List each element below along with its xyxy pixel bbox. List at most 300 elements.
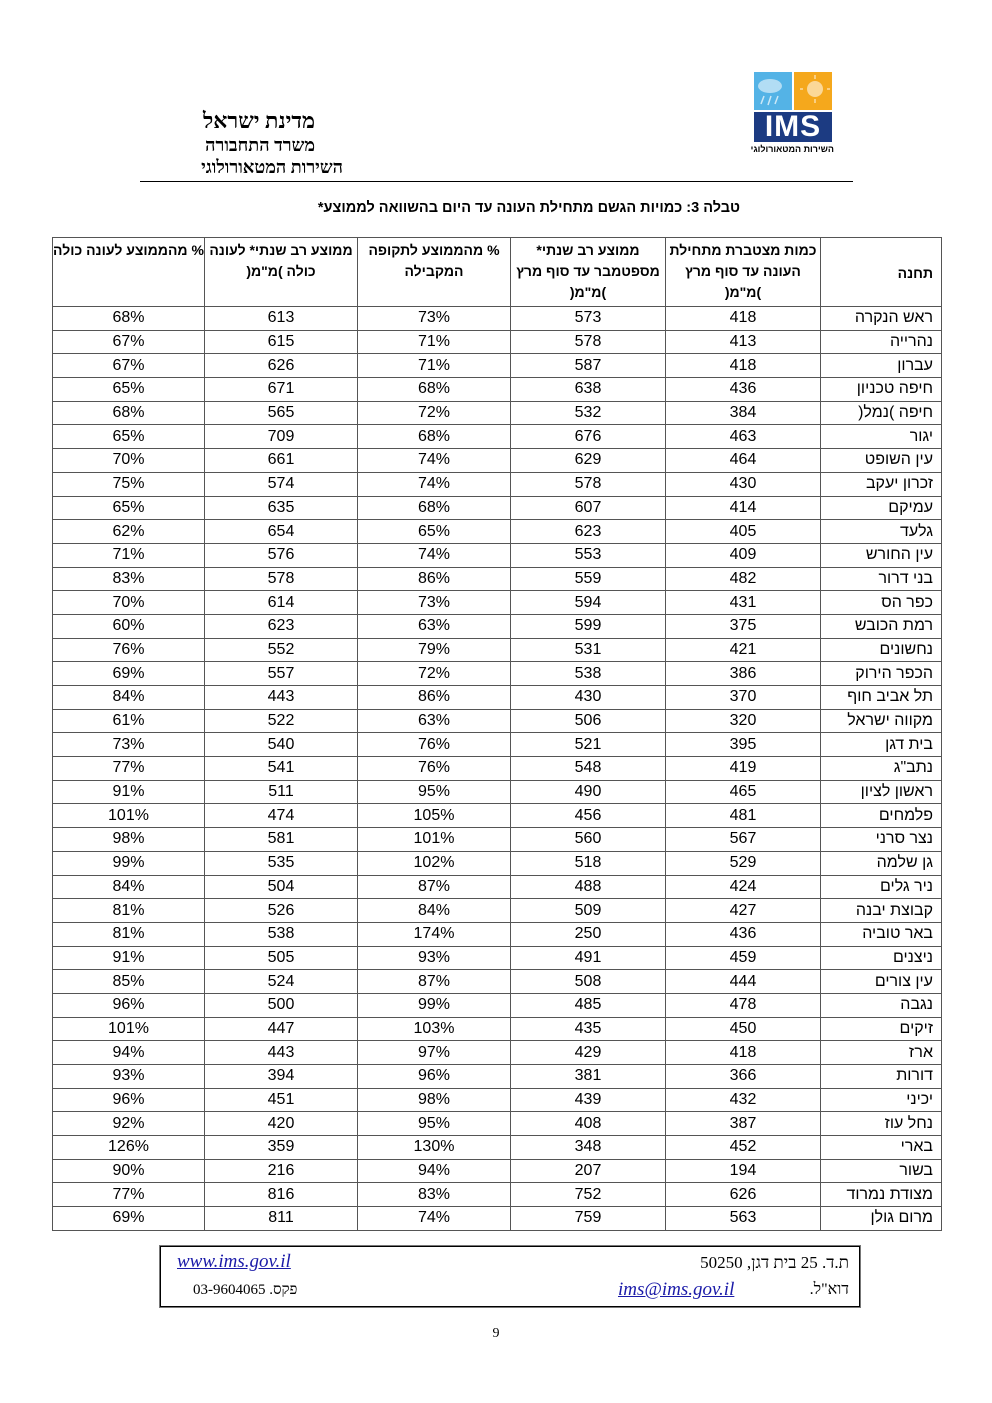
cell-percent-season: 84%	[53, 686, 205, 710]
cell-average-to-date: 490	[511, 780, 666, 804]
postal-address: ת.ד. 25 בית דגן, 50250	[700, 1253, 849, 1272]
cell-station: בני דרור	[821, 567, 942, 591]
ministry-title: משרד התחבורה	[205, 135, 315, 155]
header-average-season: ממוצע רב שנתי* לעונה כולה )מ"מ(	[205, 238, 358, 307]
cell-accumulated: 529	[666, 851, 821, 875]
cell-percent-season: 68%	[53, 307, 205, 331]
cell-average-season: 535	[205, 851, 358, 875]
cell-percent-to-date: 97%	[358, 1041, 511, 1065]
cell-average-to-date: 456	[511, 804, 666, 828]
rain-cloud-icon	[754, 72, 792, 110]
cell-average-to-date: 348	[511, 1136, 666, 1160]
cell-percent-season: 77%	[53, 1183, 205, 1207]
cell-percent-season: 126%	[53, 1136, 205, 1160]
cell-station: מרום גולן	[821, 1207, 942, 1231]
cell-average-season: 816	[205, 1183, 358, 1207]
table-body	[53, 307, 942, 1231]
table-row	[53, 1207, 942, 1231]
table-header-row	[53, 238, 942, 307]
table-row	[53, 686, 942, 710]
cell-accumulated: 465	[666, 780, 821, 804]
cell-percent-to-date: 96%	[358, 1065, 511, 1089]
cell-accumulated: 386	[666, 662, 821, 686]
cell-accumulated: 463	[666, 425, 821, 449]
cell-average-to-date: 518	[511, 851, 666, 875]
cell-station: דורות	[821, 1065, 942, 1089]
fax-number: פקס. 03-9604065	[193, 1282, 298, 1298]
cell-station: נחל עוז	[821, 1112, 942, 1136]
cell-average-season: 578	[205, 567, 358, 591]
cell-station: ראש הנקרה	[821, 307, 942, 331]
cell-accumulated: 418	[666, 1041, 821, 1065]
cell-percent-to-date: 99%	[358, 993, 511, 1017]
cell-station: נחשונים	[821, 638, 942, 662]
table-row	[53, 804, 942, 828]
logo-subtitle: השירות המטאורולוגי	[750, 144, 834, 154]
cell-percent-to-date: 65%	[358, 520, 511, 544]
service-title: השירות המטאורולוגי	[201, 157, 343, 177]
cell-percent-season: 71%	[53, 543, 205, 567]
cell-percent-to-date: 68%	[358, 378, 511, 402]
table-row	[53, 662, 942, 686]
cell-percent-to-date: 68%	[358, 425, 511, 449]
cell-percent-to-date: 74%	[358, 472, 511, 496]
cell-percent-season: 75%	[53, 472, 205, 496]
cell-accumulated: 432	[666, 1088, 821, 1112]
cell-percent-season: 65%	[53, 378, 205, 402]
table-row	[53, 970, 942, 994]
cell-accumulated: 431	[666, 591, 821, 615]
cell-station: ניצנים	[821, 946, 942, 970]
table-row	[53, 851, 942, 875]
cell-accumulated: 430	[666, 472, 821, 496]
ims-logo	[750, 72, 834, 158]
cell-percent-to-date: 95%	[358, 1112, 511, 1136]
cell-percent-season: 90%	[53, 1159, 205, 1183]
cell-percent-to-date: 130%	[358, 1136, 511, 1160]
cell-station: עמיקם	[821, 496, 942, 520]
cell-average-season: 552	[205, 638, 358, 662]
cell-percent-to-date: 102%	[358, 851, 511, 875]
cell-accumulated: 444	[666, 970, 821, 994]
cell-average-to-date: 538	[511, 662, 666, 686]
cell-average-to-date: 623	[511, 520, 666, 544]
cell-average-season: 359	[205, 1136, 358, 1160]
cell-accumulated: 421	[666, 638, 821, 662]
cell-accumulated: 395	[666, 733, 821, 757]
cell-station: רמת הכובש	[821, 614, 942, 638]
cell-percent-season: 70%	[53, 449, 205, 473]
cell-percent-to-date: 95%	[358, 780, 511, 804]
table-row	[53, 543, 942, 567]
cell-percent-season: 69%	[53, 662, 205, 686]
cell-average-to-date: 485	[511, 993, 666, 1017]
cell-station: קבוצת יבנה	[821, 899, 942, 923]
cell-average-to-date: 207	[511, 1159, 666, 1183]
cell-station: עברון	[821, 354, 942, 378]
cell-average-to-date: 521	[511, 733, 666, 757]
cell-accumulated: 450	[666, 1017, 821, 1041]
cell-station: יגור	[821, 425, 942, 449]
cell-average-to-date: 408	[511, 1112, 666, 1136]
cell-percent-to-date: 86%	[358, 686, 511, 710]
cell-average-to-date: 506	[511, 709, 666, 733]
cell-percent-season: 69%	[53, 1207, 205, 1231]
page-number: 9	[492, 1326, 500, 1341]
header-average-to-date: ממוצע רב שנתי* מספטמבר עד סוף מרץ )מ"מ(	[511, 238, 666, 307]
cell-percent-season: 65%	[53, 496, 205, 520]
cell-percent-season: 73%	[53, 733, 205, 757]
cell-percent-to-date: 74%	[358, 1207, 511, 1231]
table-row	[53, 567, 942, 591]
table-row	[53, 1112, 942, 1136]
cell-average-season: 522	[205, 709, 358, 733]
cell-average-season: 635	[205, 496, 358, 520]
cell-average-to-date: 638	[511, 378, 666, 402]
table-row	[53, 449, 942, 473]
cell-percent-to-date: 93%	[358, 946, 511, 970]
table-row	[53, 1183, 942, 1207]
cell-average-season: 474	[205, 804, 358, 828]
table-row	[53, 709, 942, 733]
cell-percent-to-date: 87%	[358, 875, 511, 899]
cell-accumulated: 409	[666, 543, 821, 567]
table-row	[53, 922, 942, 946]
cell-accumulated: 436	[666, 378, 821, 402]
cell-average-to-date: 759	[511, 1207, 666, 1231]
cell-percent-season: 81%	[53, 922, 205, 946]
logo-weather-tiles	[754, 72, 832, 110]
table-row	[53, 354, 942, 378]
cell-average-to-date: 429	[511, 1041, 666, 1065]
cell-percent-to-date: 98%	[358, 1088, 511, 1112]
cell-accumulated: 481	[666, 804, 821, 828]
rainfall-table	[52, 237, 942, 1231]
cell-average-to-date: 491	[511, 946, 666, 970]
cell-average-to-date: 435	[511, 1017, 666, 1041]
cell-average-season: 654	[205, 520, 358, 544]
cell-station: נתב"ג	[821, 757, 942, 781]
cell-average-to-date: 381	[511, 1065, 666, 1089]
cell-average-to-date: 578	[511, 472, 666, 496]
cell-station: יכיני	[821, 1088, 942, 1112]
cell-percent-to-date: 86%	[358, 567, 511, 591]
cell-average-season: 811	[205, 1207, 358, 1231]
table-row	[53, 1017, 942, 1041]
cell-station: זיקים	[821, 1017, 942, 1041]
cell-percent-season: 70%	[53, 591, 205, 615]
cell-average-season: 565	[205, 401, 358, 425]
table-row	[53, 591, 942, 615]
cell-average-season: 526	[205, 899, 358, 923]
cell-accumulated: 366	[666, 1065, 821, 1089]
cell-percent-to-date: 76%	[358, 733, 511, 757]
table-row	[53, 899, 942, 923]
cell-station: בית דגן	[821, 733, 942, 757]
cell-percent-season: 85%	[53, 970, 205, 994]
cell-accumulated: 626	[666, 1183, 821, 1207]
cell-average-to-date: 532	[511, 401, 666, 425]
cell-accumulated: 370	[666, 686, 821, 710]
cell-percent-to-date: 72%	[358, 662, 511, 686]
cell-average-to-date: 599	[511, 614, 666, 638]
cell-average-season: 500	[205, 993, 358, 1017]
cell-percent-to-date: 63%	[358, 709, 511, 733]
cell-percent-to-date: 73%	[358, 307, 511, 331]
header-percent-season: % מהממוצע לעונה כולה	[53, 238, 205, 307]
table-row	[53, 993, 942, 1017]
table-row	[53, 614, 942, 638]
cell-station: הכפר הירוק	[821, 662, 942, 686]
cell-accumulated: 424	[666, 875, 821, 899]
cell-average-season: 443	[205, 1041, 358, 1065]
cell-accumulated: 419	[666, 757, 821, 781]
cell-accumulated: 452	[666, 1136, 821, 1160]
table-row	[53, 378, 942, 402]
cell-percent-season: 92%	[53, 1112, 205, 1136]
cell-station: גלעד	[821, 520, 942, 544]
cell-average-to-date: 439	[511, 1088, 666, 1112]
cell-percent-season: 77%	[53, 757, 205, 781]
cell-station: חיפה טכניון	[821, 378, 942, 402]
cell-average-to-date: 607	[511, 496, 666, 520]
cell-percent-season: 61%	[53, 709, 205, 733]
table-row	[53, 401, 942, 425]
cell-percent-season: 62%	[53, 520, 205, 544]
cell-accumulated: 405	[666, 520, 821, 544]
cell-percent-season: 96%	[53, 993, 205, 1017]
cell-station: פלמחים	[821, 804, 942, 828]
cell-accumulated: 194	[666, 1159, 821, 1183]
cell-average-to-date: 531	[511, 638, 666, 662]
cell-average-to-date: 676	[511, 425, 666, 449]
cell-accumulated: 436	[666, 922, 821, 946]
cell-average-season: 613	[205, 307, 358, 331]
cell-average-season: 581	[205, 828, 358, 852]
cell-average-to-date: 560	[511, 828, 666, 852]
cell-station: מצודת נמרוד	[821, 1183, 942, 1207]
cell-accumulated: 418	[666, 354, 821, 378]
cell-accumulated: 375	[666, 614, 821, 638]
table-row	[53, 1065, 942, 1089]
cell-average-season: 451	[205, 1088, 358, 1112]
cell-average-season: 709	[205, 425, 358, 449]
cell-station: ארז	[821, 1041, 942, 1065]
cell-station: באר טוביה	[821, 922, 942, 946]
cell-average-to-date: 430	[511, 686, 666, 710]
table-row	[53, 638, 942, 662]
cell-average-season: 420	[205, 1112, 358, 1136]
cell-average-to-date: 752	[511, 1183, 666, 1207]
cell-accumulated: 563	[666, 1207, 821, 1231]
cell-percent-season: 84%	[53, 875, 205, 899]
cell-percent-season: 101%	[53, 804, 205, 828]
cell-accumulated: 387	[666, 1112, 821, 1136]
cell-station: ראשון לציון	[821, 780, 942, 804]
cell-average-season: 623	[205, 614, 358, 638]
table-row	[53, 875, 942, 899]
table-row	[53, 946, 942, 970]
cell-accumulated: 384	[666, 401, 821, 425]
cell-percent-season: 98%	[53, 828, 205, 852]
table-row	[53, 733, 942, 757]
table-row	[53, 757, 942, 781]
website-link[interactable]: www.ims.gov.il	[177, 1251, 291, 1272]
cell-percent-season: 96%	[53, 1088, 205, 1112]
cell-percent-to-date: 105%	[358, 804, 511, 828]
cell-percent-to-date: 101%	[358, 828, 511, 852]
cell-station: בארי	[821, 1136, 942, 1160]
cell-percent-season: 91%	[53, 946, 205, 970]
cell-percent-season: 60%	[53, 614, 205, 638]
cell-average-to-date: 629	[511, 449, 666, 473]
cell-percent-to-date: 79%	[358, 638, 511, 662]
header-divider	[140, 181, 853, 182]
cell-average-to-date: 559	[511, 567, 666, 591]
cell-station: מקווה ישראל	[821, 709, 942, 733]
contact-footer	[160, 1246, 860, 1307]
cell-station: עין השופט	[821, 449, 942, 473]
cell-average-to-date: 508	[511, 970, 666, 994]
cell-percent-season: 91%	[53, 780, 205, 804]
header-station: תחנה	[821, 238, 942, 307]
cell-accumulated: 478	[666, 993, 821, 1017]
email-label: דוא"ל.	[809, 1281, 849, 1298]
cell-station: כפר הס	[821, 591, 942, 615]
table-row	[53, 1088, 942, 1112]
cell-average-to-date: 578	[511, 330, 666, 354]
cell-average-season: 576	[205, 543, 358, 567]
cell-average-season: 504	[205, 875, 358, 899]
cell-percent-to-date: 174%	[358, 922, 511, 946]
cell-average-to-date: 553	[511, 543, 666, 567]
cell-percent-season: 93%	[53, 1065, 205, 1089]
cell-accumulated: 413	[666, 330, 821, 354]
ministry-header	[140, 108, 343, 178]
cell-percent-to-date: 74%	[358, 543, 511, 567]
cell-station: עין החורש	[821, 543, 942, 567]
cell-percent-season: 76%	[53, 638, 205, 662]
cell-average-season: 540	[205, 733, 358, 757]
table-row	[53, 520, 942, 544]
email-link[interactable]: ims@ims.gov.il	[618, 1279, 735, 1300]
cell-accumulated: 567	[666, 828, 821, 852]
table-row	[53, 472, 942, 496]
cell-average-season: 505	[205, 946, 358, 970]
cell-percent-to-date: 72%	[358, 401, 511, 425]
cell-accumulated: 459	[666, 946, 821, 970]
table-row	[53, 307, 942, 331]
table-row	[53, 1159, 942, 1183]
cell-accumulated: 482	[666, 567, 821, 591]
cell-station: נצר סרני	[821, 828, 942, 852]
cell-percent-to-date: 94%	[358, 1159, 511, 1183]
cell-average-season: 661	[205, 449, 358, 473]
cell-percent-to-date: 74%	[358, 449, 511, 473]
cell-average-to-date: 250	[511, 922, 666, 946]
table-row	[53, 1041, 942, 1065]
cell-percent-to-date: 73%	[358, 591, 511, 615]
cell-average-to-date: 587	[511, 354, 666, 378]
cell-station: תל אביב חוף	[821, 686, 942, 710]
cell-average-season: 574	[205, 472, 358, 496]
table-row	[53, 330, 942, 354]
cell-percent-season: 81%	[53, 899, 205, 923]
cell-percent-season: 68%	[53, 401, 205, 425]
cell-accumulated: 320	[666, 709, 821, 733]
cell-station: זכרון יעקב	[821, 472, 942, 496]
cell-average-season: 614	[205, 591, 358, 615]
cell-station: עין צורים	[821, 970, 942, 994]
cell-station: ניר גלים	[821, 875, 942, 899]
cell-station: נגבה	[821, 993, 942, 1017]
cell-percent-season: 67%	[53, 330, 205, 354]
cell-average-season: 394	[205, 1065, 358, 1089]
cell-average-season: 615	[205, 330, 358, 354]
cell-percent-season: 83%	[53, 567, 205, 591]
logo-mark: IMS	[754, 112, 832, 142]
cell-accumulated: 414	[666, 496, 821, 520]
cell-percent-to-date: 71%	[358, 354, 511, 378]
table-row	[53, 1136, 942, 1160]
cell-average-season: 557	[205, 662, 358, 686]
cell-percent-to-date: 103%	[358, 1017, 511, 1041]
cell-average-season: 541	[205, 757, 358, 781]
cell-average-season: 443	[205, 686, 358, 710]
cell-percent-season: 99%	[53, 851, 205, 875]
cell-percent-season: 94%	[53, 1041, 205, 1065]
cell-average-season: 538	[205, 922, 358, 946]
cell-percent-to-date: 83%	[358, 1183, 511, 1207]
cell-percent-season: 65%	[53, 425, 205, 449]
cell-average-season: 626	[205, 354, 358, 378]
cell-average-to-date: 509	[511, 899, 666, 923]
table-row	[53, 828, 942, 852]
cell-average-season: 671	[205, 378, 358, 402]
table-row	[53, 496, 942, 520]
cell-average-season: 216	[205, 1159, 358, 1183]
cell-average-to-date: 488	[511, 875, 666, 899]
cell-percent-to-date: 87%	[358, 970, 511, 994]
cell-station: בשור	[821, 1159, 942, 1183]
cell-accumulated: 418	[666, 307, 821, 331]
table-caption: טבלה 3: כמויות הגשם מתחילת העונה עד היום בהשוואה לממוצע*	[317, 200, 740, 216]
cell-percent-to-date: 63%	[358, 614, 511, 638]
cell-station: חיפה )נמל(	[821, 401, 942, 425]
cell-average-season: 511	[205, 780, 358, 804]
table-row	[53, 425, 942, 449]
state-title: מדינת ישראל	[202, 108, 315, 133]
cell-average-to-date: 548	[511, 757, 666, 781]
cell-average-season: 447	[205, 1017, 358, 1041]
cell-accumulated: 464	[666, 449, 821, 473]
cell-percent-season: 101%	[53, 1017, 205, 1041]
header-accumulated: כמות מצטברת מתחילת העונה עד סוף מרץ )מ"מ(	[666, 238, 821, 307]
cell-station: גן שלמה	[821, 851, 942, 875]
cell-percent-to-date: 68%	[358, 496, 511, 520]
cell-percent-season: 67%	[53, 354, 205, 378]
cell-average-season: 524	[205, 970, 358, 994]
cell-percent-to-date: 76%	[358, 757, 511, 781]
sun-icon	[794, 72, 832, 110]
table-row	[53, 780, 942, 804]
cell-accumulated: 427	[666, 899, 821, 923]
cell-average-to-date: 594	[511, 591, 666, 615]
cell-percent-to-date: 84%	[358, 899, 511, 923]
cell-average-to-date: 573	[511, 307, 666, 331]
header-percent-to-date: % מהממוצע לתקופה המקבילה	[358, 238, 511, 307]
cell-station: נהרייה	[821, 330, 942, 354]
